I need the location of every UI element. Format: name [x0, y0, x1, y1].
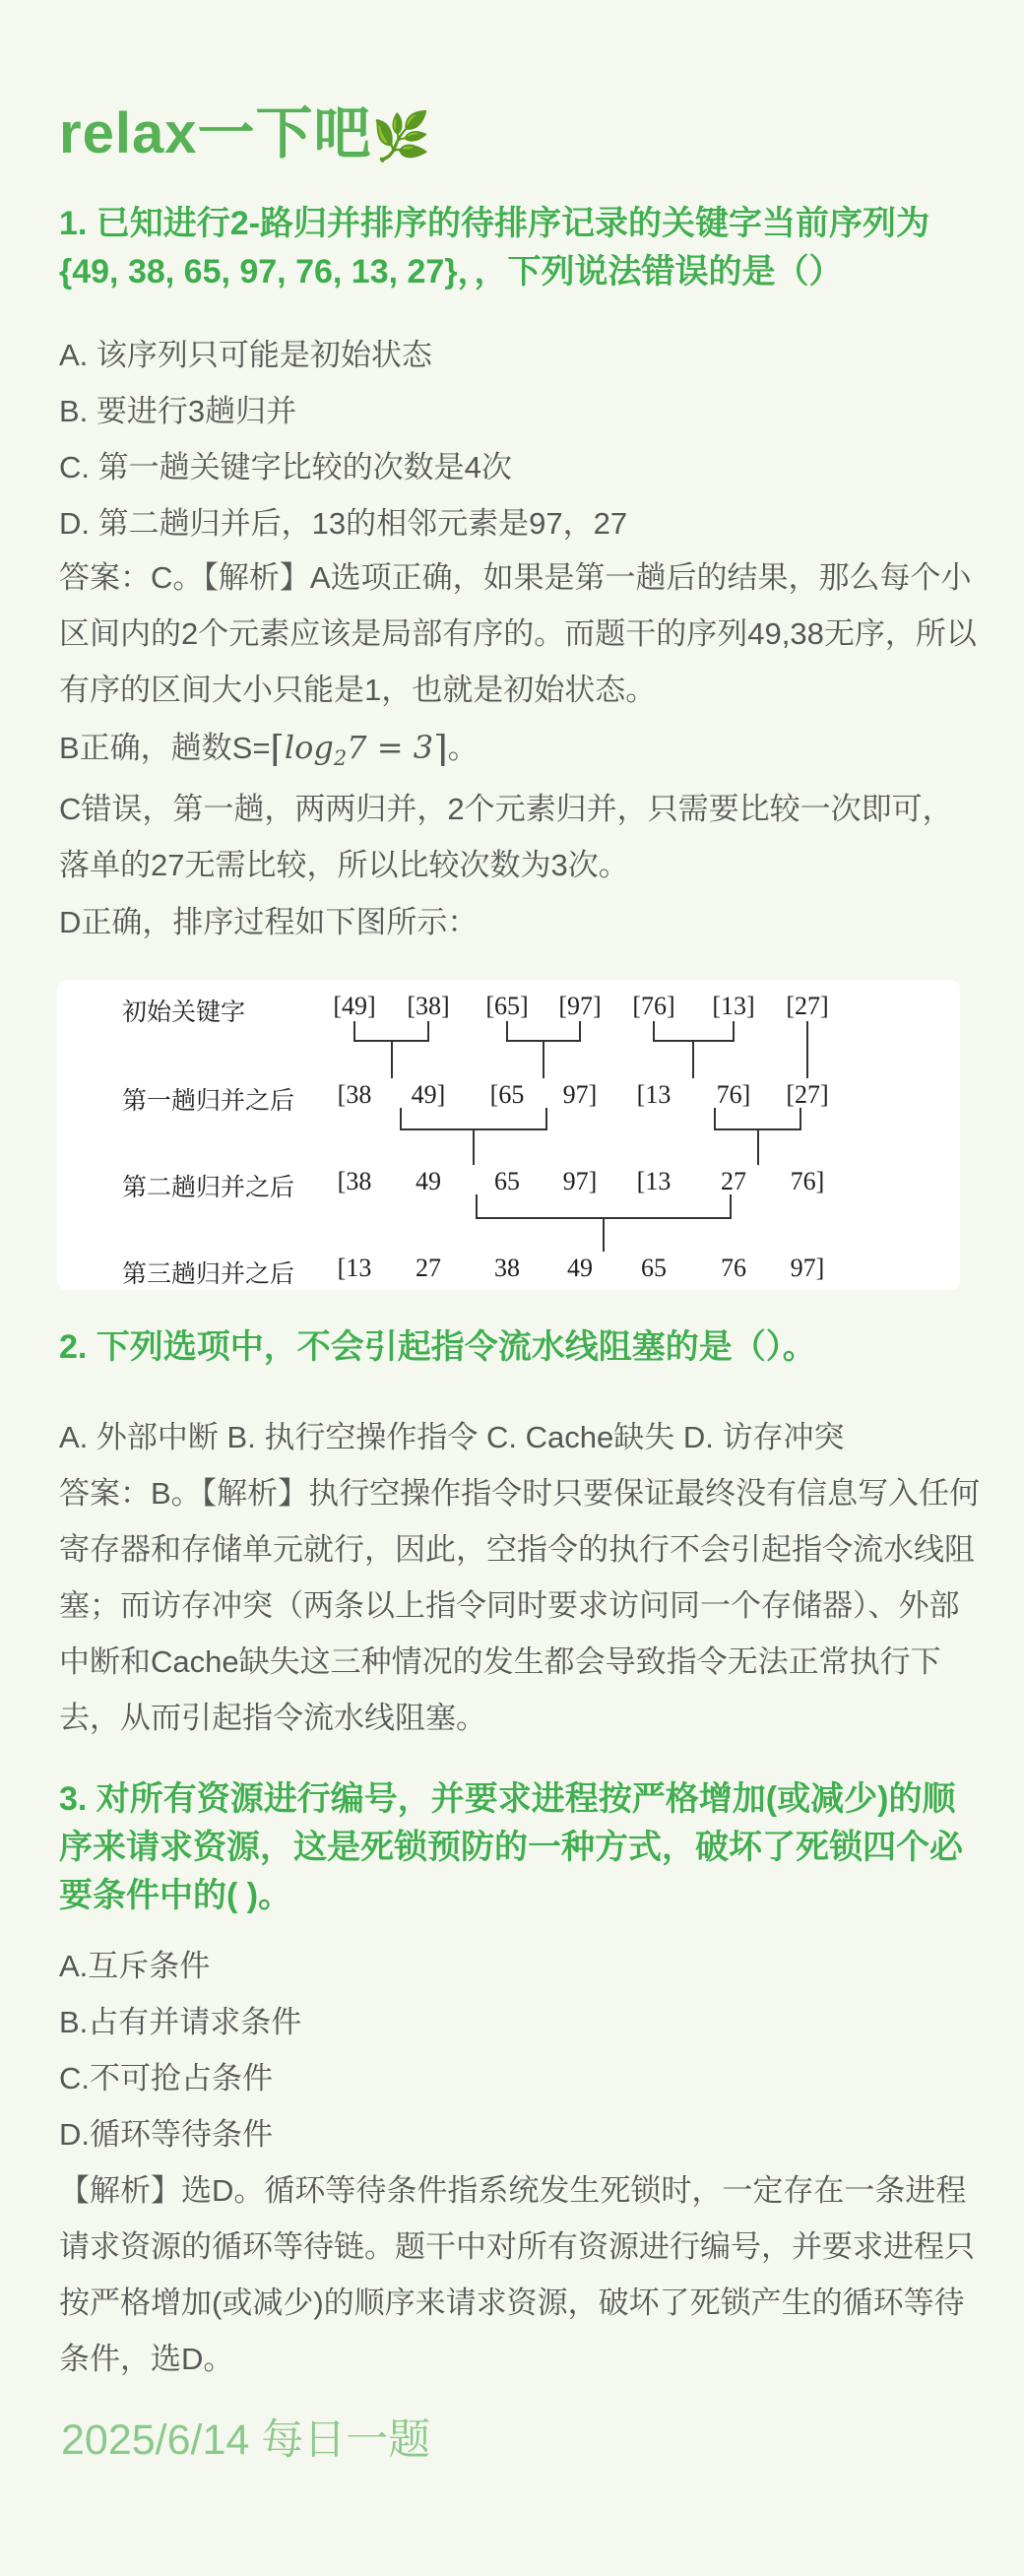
diagram-cell: [13: [636, 1080, 672, 1109]
question-1-heading: 1. 已知进行2-路归并排序的待排序记录的关键字当前序列为{49, 38, 65, 97, 76, 13, 27}，，下列说法错误的是（）: [59, 205, 930, 290]
q1-option-c: C. 第一趟关键字比较的次数是4次: [59, 450, 512, 484]
question-1-options: [59, 327, 983, 551]
q1-analysis-b-text: B正确，趟数S=: [59, 731, 271, 765]
diagram-cell: 38: [494, 1254, 520, 1282]
question-3-options: [59, 1938, 983, 2162]
diagram-cell: 76]: [790, 1167, 825, 1195]
q1-analysis-d: D正确，排序过程如下图所示：: [59, 905, 479, 939]
diagram-cell: 27: [721, 1167, 746, 1195]
diagram-row-label: 第三趟归并之后: [122, 1261, 295, 1288]
q1-analysis-b: [59, 720, 983, 787]
diagram-cell: 49]: [411, 1080, 446, 1109]
q3-answer-analysis: 【解析】选D。循环等待条件指系统发生死锁时，一定存在一条进程请求资源的循环等待链。题干中对所有资源进行编号，并要求进程只按严格增加(或减少)的顺序来请求资源，破坏了死锁产生的循环等待条件，选D。: [59, 2173, 975, 2376]
question-2-heading: 2. 下列选项中，不会引起指令流水线阻塞的是（）。: [59, 1328, 816, 1366]
diagram-cell: [27]: [786, 1080, 829, 1109]
diagram-cell: [65]: [485, 992, 529, 1020]
q1-option-a: A. 该序列只可能是初始状态: [59, 338, 432, 372]
diagram-cell: [13: [337, 1254, 372, 1282]
diagram-cell: 76]: [716, 1080, 751, 1109]
diagram-cell: [27]: [786, 992, 829, 1020]
diagram-cell: [13: [636, 1167, 672, 1195]
q1-answer-analysis: 答案：C。【解析】A选项正确，如果是第一趟后的结果，那么每个小区间内的2个元素应该是局部有序的。而题干的序列49,38无序，所以有序的区间大小只能是1，也就是初始状态。: [59, 560, 977, 707]
page-title-text: relax一下吧: [59, 101, 372, 165]
diagram-cell: 65: [494, 1167, 520, 1195]
q1-option-d: D. 第二趟归并后，13的相邻元素是97，27: [59, 506, 628, 541]
daily-question-footer: 2025/6/14 每日一题: [61, 2416, 431, 2464]
diagram-cell: [38]: [407, 992, 450, 1020]
log-base: 2: [333, 746, 348, 771]
diagram-cell: 27: [416, 1254, 441, 1282]
diagram-row-label: 初始关键字: [122, 999, 246, 1026]
diagram-cell: 49: [567, 1254, 593, 1282]
q1-analysis-b-period: 。: [447, 731, 479, 765]
q1-option-b: B. 要进行3趟归并: [59, 394, 297, 428]
q3-option-a: A.互斥条件: [59, 1949, 211, 1983]
diagram-cell: 97]: [562, 1167, 598, 1195]
page-title: [59, 87, 431, 169]
q2-answer-analysis: 答案：B。【解析】执行空操作指令时只要保证最终没有信息写入任何寄存器和存储单元就行，因此，空指令的执行不会引起指令流水线阻塞；而访存冲突（两条以上指令同时要求访问同一个存储器）、外部中断和Cache缺失这三种情况的发生都会导致指令无法正常执行下去，从而引起指令流水线阻塞。: [59, 1476, 981, 1735]
ceiling-log-formula: [270, 728, 448, 771]
diagram-cell: [38: [337, 1167, 372, 1195]
question-2-options-line: A. 外部中断 B. 执行空操作指令 C. Cache缺失 D. 访存冲突: [59, 1420, 845, 1454]
diagram-cell: [13]: [712, 992, 755, 1020]
log-expression: 7 = 3: [347, 729, 434, 766]
diagram-row-label: 第二趟归并之后: [122, 1175, 295, 1201]
q1-analysis-c: C错误，第一趟，两两归并，2个元素归并，只需要比较一次即可，落单的27无需比较，所以比较次数为3次。: [59, 792, 953, 882]
question-3-heading: 3. 对所有资源进行编号，并要求进程按严格增加(或减少)的顺序来请求资源，这是死锁预防的一种方式，破坏了死锁四个必要条件中的( )。: [59, 1780, 963, 1914]
diagram-cell: 76: [721, 1254, 746, 1282]
right-ceiling-bracket: ⌉: [433, 728, 448, 770]
diagram-cell: 97]: [562, 1080, 598, 1109]
diagram-cell: [76]: [632, 992, 675, 1020]
diagram-cell: [97]: [558, 992, 602, 1020]
q3-option-b: B.占有并请求条件: [59, 2005, 302, 2039]
diagram-row-label: 第一趟归并之后: [122, 1088, 295, 1115]
left-ceiling-bracket: ⌈: [270, 728, 285, 770]
q3-option-c: C.不可抢占条件: [59, 2061, 273, 2095]
diagram-cell: 49: [416, 1167, 441, 1195]
diagram-cell: 97]: [790, 1254, 825, 1282]
diagram-cell: [38: [337, 1080, 372, 1109]
log-symbol: log: [284, 729, 334, 766]
diagram-cell: 65: [641, 1254, 667, 1282]
q3-option-d: D.循环等待条件: [59, 2117, 273, 2152]
merge-sort-diagram: [57, 980, 960, 1290]
diagram-cell: [65: [489, 1080, 525, 1109]
diagram-cell: [49]: [333, 992, 376, 1020]
seedling-icon: 🌿: [371, 111, 432, 163]
